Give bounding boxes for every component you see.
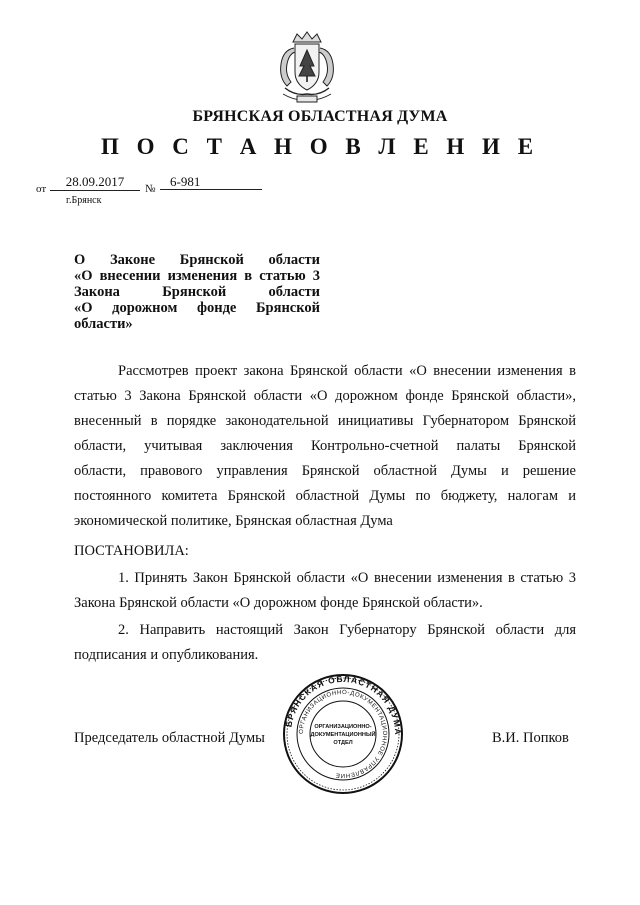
coat-of-arms-icon [267, 28, 347, 108]
from-label: от [36, 183, 47, 195]
city-label: г.Брянск [66, 195, 102, 206]
document-date: 28.09.2017 [50, 174, 140, 191]
item-line: подписания и опубликования. [74, 647, 259, 663]
resolution-item-2 [74, 618, 576, 668]
preamble-line: внесенный в порядке законодательной инициативы Губернатором Брянской [74, 413, 576, 429]
item-line: Закона Брянской области «О дорожном фонде Брянской области». [74, 595, 483, 611]
seal-center-line: ОТДЕЛ [333, 740, 353, 746]
preamble-line: статью 3 Закона Брянской области «О дорожном фонде Брянской области», [74, 388, 576, 404]
seal-center-line: ОРГАНИЗАЦИОННО- [314, 724, 372, 730]
seal-outer-text: БРЯНСКАЯ ОБЛАСТНАЯ ДУМА [283, 673, 404, 736]
preamble-line: области, правового управления Брянской областной Думы и решение [74, 463, 576, 479]
signatory-title: Председатель областной Думы [74, 730, 265, 746]
document-subject [74, 252, 320, 332]
resolved-label: ПОСТАНОВИЛА: [74, 543, 189, 559]
preamble-paragraph [74, 359, 576, 534]
preamble-line: Рассмотрев проект закона Брянской области «О внесении изменения в [118, 363, 576, 379]
preamble-line: постоянного комитета Брянской областной Думы по бюджету, налогам и [74, 488, 576, 504]
seal-center-line: ДОКУМЕНТАЦИОННЫЙ [310, 732, 376, 738]
organization-name: БРЯНСКАЯ ОБЛАСТНАЯ ДУМА [192, 108, 448, 125]
subject-line: «О дорожном фонде Брянской [74, 300, 320, 316]
preamble-line: области, учитывая заключения Контрольно-счетной палаты Брянской [74, 438, 576, 454]
preamble-line: экономической политике, Брянская областная Дума [74, 513, 393, 529]
subject-line: «О внесении изменения в статью 3 [74, 268, 320, 284]
official-seal-icon [282, 673, 404, 795]
subject-line: области» [74, 316, 133, 332]
resolution-item-1 [74, 566, 576, 616]
subject-line: О Законе Брянской области [74, 252, 320, 268]
document-number: 6-981 [160, 174, 262, 190]
document-type-title: П О С Т А Н О В Л Е Н И Е [100, 134, 540, 159]
number-label: № [145, 183, 156, 195]
item-line: 2. Направить настоящий Закон Губернатору Брянской области для [118, 622, 576, 638]
signatory-name: В.И. Попков [492, 730, 569, 746]
seal-inner-text: ОРГАНИЗАЦИОННО-ДОКУМЕНТАЦИОННОЕ УПРАВЛЕНИЕ [298, 689, 388, 779]
item-line: 1. Принять Закон Брянской области «О внесении изменения в статью 3 [118, 570, 576, 586]
subject-line: Закона Брянской области [74, 284, 320, 300]
